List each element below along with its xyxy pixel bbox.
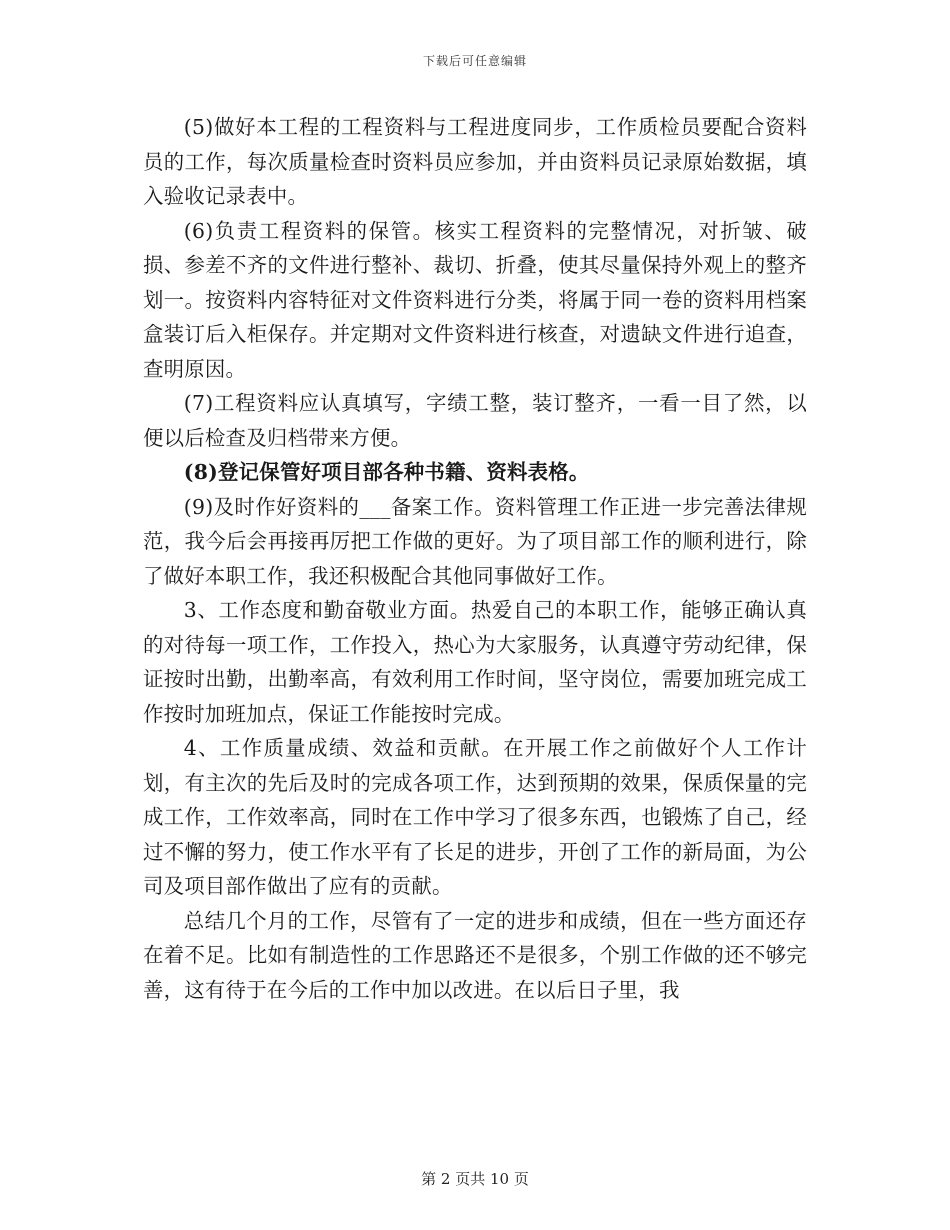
document-body bbox=[143, 110, 807, 1007]
paragraph-summary: 总结几个月的工作，尽管有了一定的进步和成绩，但在一些方面还存在着不足。比如有制造性的工作思路还不是很多，个别工作做的还不够完善，这有待于在今后的工作中加以改进。在以后日子里，我 bbox=[143, 908, 807, 1002]
paragraph-work-quality: 4、工作质量成绩、效益和贡献。在开展工作之前做好个人工作计划，有主次的先后及时的完成各项工作，达到预期的效果，保质保量的完成工作，工作效率高，同时在工作中学习了很多东西，也锻炼了自己，经过不懈的努力，使工作水平有了长足的进步，开创了工作的新局面，为公司及项目部作做出了应有的贡献。 bbox=[143, 736, 807, 898]
paragraph-item-6: (6)负责工程资料的保管。核实工程资料的完整情况，对折皱、破损、参差不齐的文件进行整补、裁切、折叠，使其尽量保持外观上的整齐划一。按资料内容特征对文件资料进行分类，将属于同一卷的资料用档案盒装订后入柜保存。并定期对文件资料进行核查，对遗缺文件进行追查，查明原因。 bbox=[143, 218, 807, 381]
paragraph-item-7: (7)工程资料应认真填写，字绩工整，装订整齐，一看一目了然，以便以后检查及归档带来方便。 bbox=[143, 391, 807, 450]
paragraph-item-9: (9)及时作好资料的___备案工作。资料管理工作正进一步完善法律规范，我今后会再接再厉把工作做的更好。为了项目部工作的顺利进行，除了做好本职工作，我还积极配合其他同事做好工作。 bbox=[143, 494, 807, 588]
paragraph-item-5: (5)做好本工程的工程资料与工程进度同步，工作质检员要配合资料员的工作，每次质量检查时资料员应参加，并由资料员记录原始数据，填入验收记录表中。 bbox=[143, 115, 807, 208]
paragraph-item-8: (8)登记保管好项目部各种书籍、资料表格。 bbox=[183, 460, 590, 484]
page-header: 下载后可任意编辑 bbox=[422, 54, 527, 68]
paragraph-work-attitude: 3、工作态度和勤奋敬业方面。热爱自己的本职工作，能够正确认真的对待每一项工作，工作投入，热心为大家服务，认真遵守劳动纪律，保证按时出勤，出勤率高，有效利用工作时间，坚守岗位，需要加班完成工作按时加班加点，保证工作能按时完成。 bbox=[143, 598, 807, 726]
page-number: 第 2 页共 10 页 bbox=[421, 1170, 529, 1188]
